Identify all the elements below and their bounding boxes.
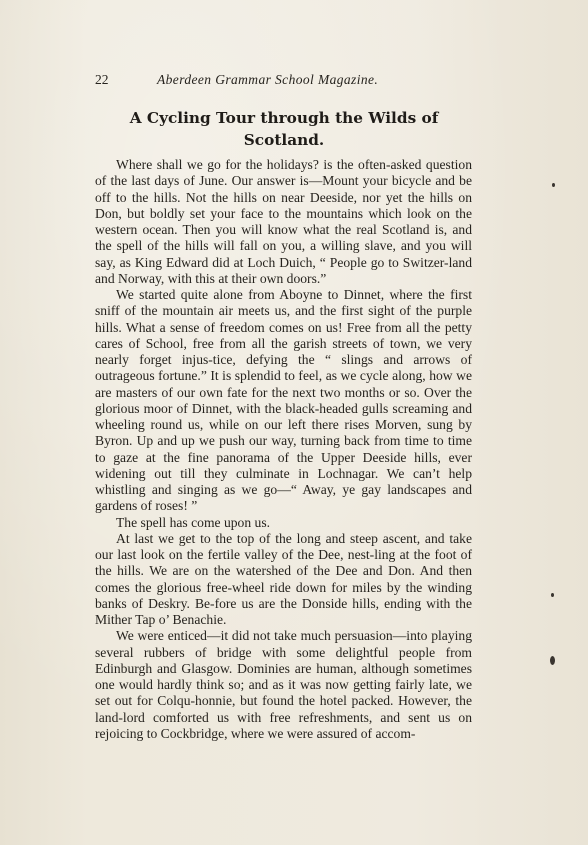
paragraph: At last we get to the top of the long and steep ascent, and take our last look on the fertile valley of the Dee, nest-ling at the foot of the hills. We are on the watershed of the Dee and Don. And then comes the glorious free-wheel ride down for miles by the winding banks of Deskry. Be-fore us are the Donside hills, ending with the Mither Tap o’ Benachie. xyxy=(95,530,472,627)
paragraph: We started quite alone from Aboyne to Dinnet, where the first sniff of the mountain air meets us, and the first sight of the purple hills. What a sense of freedom comes on us! Free from all the petty cares of School, free from all the garish streets of town, we very nearly forget injus-tice, defying the “ slings and arrows of outrageous fortune.” It is splendid to feel, as we cycle along, how we are masters of our own fate for the next two months or so. Over the glorious moor of Dinnet, with the black-headed gulls screaming and wheeling round us, while on our left there rises Morven, sung by Byron. Up and up we push our way, turning back from time to time to gaze at the fine panorama of the Upper Deeside hills, ever widening out till they culminate in Lochnagar. We can’t help whistling and singing as we go—“ Away, ye gay landscapes and gardens of roses! ” xyxy=(95,287,472,514)
paragraph: Where shall we go for the holidays? is the often-asked question of the last days of June. Our answer is—Mount your bicycle and be off to the hills. Not the hills on near Deeside, nor yet the hills on Don, but boldly set your face to the mountains which look on the western ocean. Then you will know what the real Scotland is, and the spell of the hills will fall on you, a willing slave, and you will say, as King Edward did at Loch Duich, “ People go to Switzer-land and Norway, with this at their own doors.” xyxy=(95,157,472,286)
margin-speck xyxy=(551,593,554,597)
article-title-line-1: A Cycling Tour through the Wilds of xyxy=(129,109,439,127)
running-head xyxy=(95,72,475,88)
article-title-line-2: Scotland. xyxy=(243,131,325,149)
paragraph: We were enticed—it did not take much persuasion—into playing several rubbers of bridge with some delightful people from Edinburgh and Glasgow. Dominies are human, although sometimes one would hardly think so; and as it was now getting fairly late, we set out for Colqu-honnie, but found the hotel packed. However, the land-lord comforted us with free refreshments, and sent us on rejoicing to Cockbridge, where we were assured of accom- xyxy=(95,628,472,741)
article-body xyxy=(95,157,472,742)
article-title xyxy=(95,107,473,151)
page-number: 22 xyxy=(95,72,109,87)
margin-speck xyxy=(550,656,555,665)
margin-speck xyxy=(552,183,555,187)
paragraph: The spell has come upon us. xyxy=(116,514,271,530)
magazine-title: Aberdeen Grammar School Magazine. xyxy=(157,72,379,87)
